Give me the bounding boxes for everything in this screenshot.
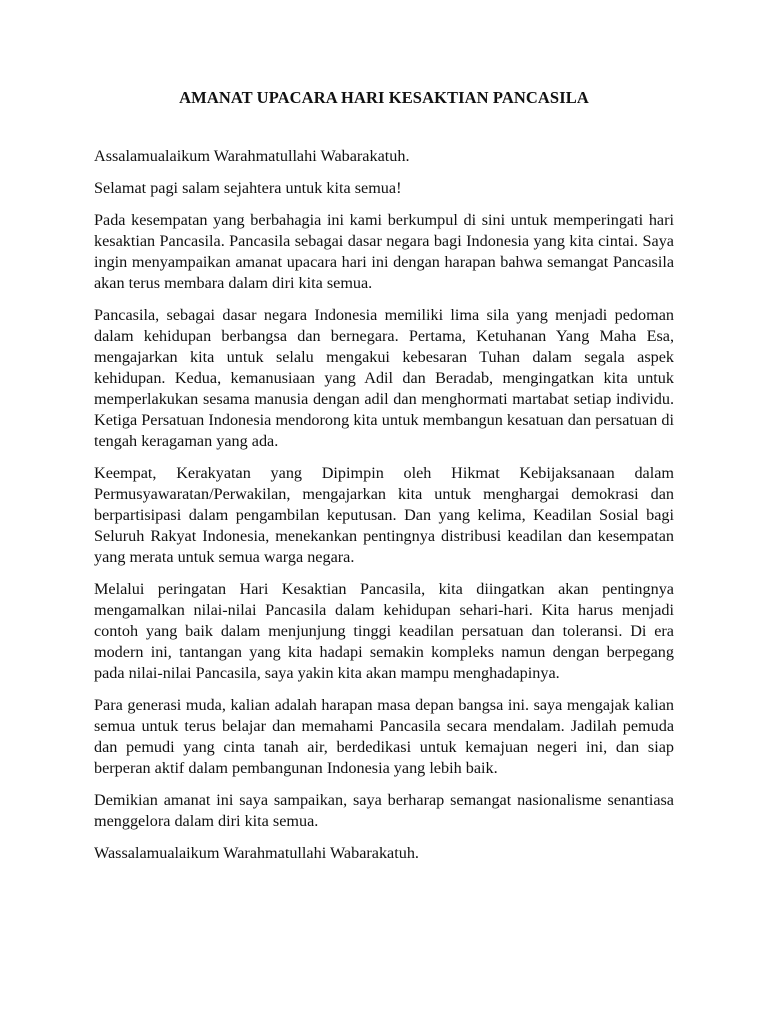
paragraph-salutation: Selamat pagi salam sejahtera untuk kita semua! (94, 179, 402, 197)
document-title: AMANAT UPACARA HARI KESAKTIAN PANCASILA (179, 88, 589, 107)
paragraph-farewell: Wassalamualaikum Warahmatullahi Wabarakatuh. (94, 844, 419, 862)
paragraph-greeting: Assalamualaikum Warahmatullahi Wabarakatuh. (94, 147, 410, 165)
paragraph-intro: Pada kesempatan yang berbahagia ini kami berkumpul di sini untuk memperingati hari kesaktian Pancasila. Pancasila sebagai dasar negara bagi Indonesia yang kita cintai. Saya ingin menyampaikan amanat upacara hari ini dengan harapan bahwa semangat Pancasila akan terus membara dalam diri kita semua. (94, 211, 674, 292)
paragraph-youth: Para generasi muda, kalian adalah harapan masa depan bangsa ini. saya mengajak kalian semua untuk terus belajar dan memahami Pancasila secara mendalam. Jadilah pemuda dan pemudi yang cinta tanah air, berdedikasi untuk kemajuan negeri ini, dan siap berperan aktif dalam pembangunan Indonesia yang lebih baik. (94, 696, 674, 777)
paragraph-commemoration: Melalui peringatan Hari Kesaktian Pancasila, kita diingatkan akan pentingnya mengamalkan nilai-nilai Pancasila dalam kehidupan sehari-hari. Kita harus menjadi contoh yang baik dalam menjunjung tinggi keadilan persatuan dan toleransi. Di era modern ini, tantangan yang kita hadapi semakin kompleks namun dengan berpegang pada nilai-nilai Pancasila, saya yakin kita akan mampu menghadapinya. (94, 580, 674, 682)
paragraph-sila-1-3: Pancasila, sebagai dasar negara Indonesia memiliki lima sila yang menjadi pedoman dalam kehidupan berbangsa dan bernegara. Pertama, Ketuhanan Yang Maha Esa, mengajarkan kita untuk selalu mengakui kebesaran Tuhan dalam segala aspek kehidupan. Kedua, kemanusiaan yang Adil dan Beradab, mengingatkan kita untuk memperlakukan sesama manusia dengan adil dan menghormati martabat setiap individu. Ketiga Persatuan Indonesia mendorong kita untuk membangun kesatuan dan persatuan di tengah keragaman yang ada. (94, 306, 674, 450)
paragraph-closing: Demikian amanat ini saya sampaikan, saya berharap semangat nasionalisme senantiasa menggelora dalam diri kita semua. (94, 791, 674, 830)
paragraph-sila-4-5: Keempat, Kerakyatan yang Dipimpin oleh Hikmat Kebijaksanaan dalam Permusyawaratan/Perwakilan, mengajarkan kita untuk menghargai demokrasi dan berpartisipasi dalam pengambilan keputusan. Dan yang kelima, Keadilan Sosial bagi Seluruh Rakyat Indonesia, menekankan pentingnya distribusi keadilan dan kesempatan yang merata untuk semua warga negara. (94, 464, 674, 566)
